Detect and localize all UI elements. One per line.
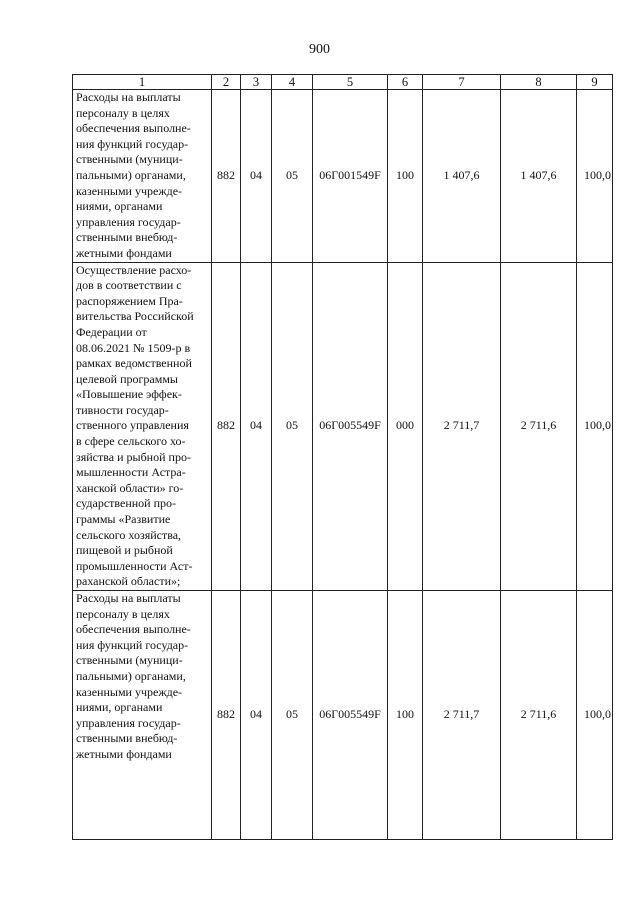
header-cell: 6 [388,75,423,90]
row-description [73,591,212,840]
department-code: 882 [212,591,241,840]
execution-percent: 100,0 [577,262,613,590]
description-line: казенными учрежде- [76,684,183,699]
expense-type-code: 100 [388,591,423,840]
description-line: ственными (муници- [76,152,183,167]
department-code: 882 [212,90,241,263]
description-line: зяйства и рыбной про- [76,449,191,464]
description-line: Осуществление расхо- [76,262,192,277]
description-line: ственными внебюд- [76,230,178,245]
description-line: 08.06.2021 № 1509-р в [76,340,191,355]
description-line: тивности государ- [76,402,169,417]
description-line: в сфере сельского хо- [76,434,186,449]
description-line: раханской области»; [76,574,181,589]
description-line: «Повышение эффек- [76,387,182,402]
description-line: персоналу в целях [76,606,170,621]
planned-amount: 2 711,7 [423,591,501,840]
header-cell: 4 [272,75,313,90]
description-line: сударственной про- [76,496,177,511]
description-line: ханской области» го- [76,480,184,495]
table-header-row [73,75,613,90]
table-row [73,90,613,263]
description-line: пальными) органами, [76,167,186,182]
description-line: казенными учрежде- [76,183,183,198]
executed-amount: 1 407,6 [501,90,577,263]
description-line: рамках ведомственной [76,356,192,371]
description-line: пальными) органами, [76,668,186,683]
section-code: 04 [241,591,272,840]
header-cell: 3 [241,75,272,90]
executed-amount: 2 711,6 [501,591,577,840]
header-cell: 9 [577,75,613,90]
description-line: сельского хозяйства, [76,527,182,542]
description-line: ственными внебюд- [76,731,178,746]
description-line: целевой программы [76,371,178,386]
description-line: обеспечения выполне- [76,121,191,136]
header-cell: 1 [73,75,212,90]
header-cell: 5 [313,75,388,90]
description-line: ственного управления [76,418,189,433]
planned-amount: 2 711,7 [423,262,501,590]
planned-amount: 1 407,6 [423,90,501,263]
header-cell: 8 [501,75,577,90]
description-line: управления государ- [76,715,181,730]
description-line: ния функций государ- [76,136,189,151]
description-line: персоналу в целях [76,105,170,120]
description-line: Расходы на выплаты [76,591,181,605]
description-line: ниями, органами [76,199,163,214]
budget-table [72,74,613,840]
table-row [73,262,613,590]
subsection-code: 05 [272,262,313,590]
description-line: ния функций государ- [76,637,189,652]
description-line: жетными фондами [76,245,172,260]
description-line: Расходы на выплаты [76,90,181,104]
table-row [73,591,613,840]
description-line: жетными фондами [76,746,172,761]
section-code: 04 [241,262,272,590]
description-line: Федерации от [76,324,147,339]
description-line: мышленности Астра- [76,465,186,480]
description-line: ниями, органами [76,700,163,715]
expense-type-code: 000 [388,262,423,590]
page-number: 900 [309,42,330,57]
description-line: граммы «Развитие [76,512,171,527]
description-line: пищевой и рыбной [76,543,173,558]
row-description [73,90,212,263]
description-line: вительства Российской [76,309,194,324]
expense-type-code: 100 [388,90,423,263]
executed-amount: 2 711,6 [501,262,577,590]
target-article-code: 06Г005549F [313,262,388,590]
description-line: промышленности Аст- [76,558,193,573]
execution-percent: 100,0 [577,90,613,263]
execution-percent: 100,0 [577,591,613,840]
description-line: управления государ- [76,214,181,229]
description-line: распоряжением Пра- [76,293,183,308]
description-line: обеспечения выполне- [76,622,191,637]
subsection-code: 05 [272,90,313,263]
target-article-code: 06Г001549F [313,90,388,263]
header-cell: 7 [423,75,501,90]
section-code: 04 [241,90,272,263]
description-line: дов в соответствии с [76,278,182,293]
header-cell: 2 [212,75,241,90]
row-description [73,262,212,590]
department-code: 882 [212,262,241,590]
target-article-code: 06Г005549F [313,591,388,840]
subsection-code: 05 [272,591,313,840]
description-line: ственными (муници- [76,653,183,668]
